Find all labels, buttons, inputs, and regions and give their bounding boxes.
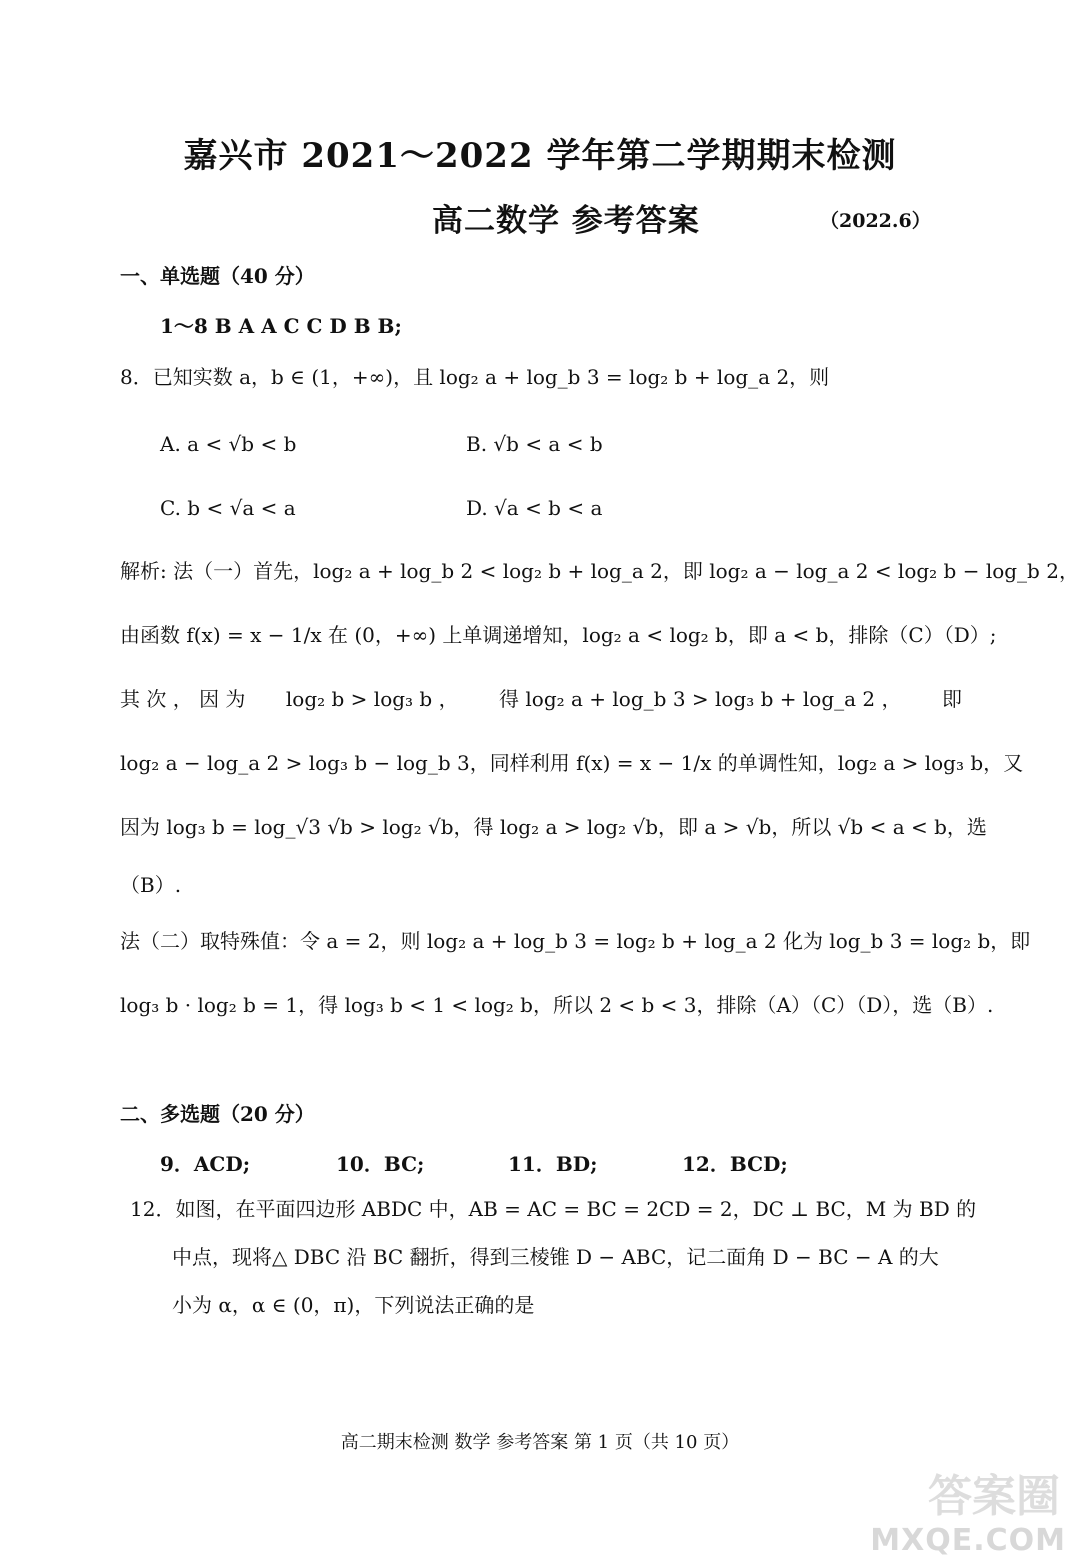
solution-line-3 [120,686,962,712]
solution-line-5: 因为 log₃ b = log_√3 √b > log₂ √b，得 log₂ a > log₂ √b，即 a > √b，所以 √b < a < b，选 [120,815,987,839]
document-date: （2022.6） [820,210,931,232]
document-title: 嘉兴市 2021～2022 学年第二学期期末检测 [183,136,897,176]
solution-line-6: （B）. [120,873,182,897]
answer-10: 10．BC; [336,1152,425,1176]
solution-line-3-part-d: 即 [941,687,962,711]
section1-answers: 1～8 B A A C C D B B; [160,314,402,338]
answer-12: 12．BCD; [682,1152,788,1176]
watermark-site: MXQE.COM [870,1523,1066,1558]
solution-line-3-part-b: log₂ b > log₃ b ， [285,687,459,711]
q12-line-3: 小为 α，α ∈ (0，π)，下列说法正确的是 [172,1293,535,1317]
q8-option-b: B. √b < a < b [466,432,603,456]
watermark [870,1468,1066,1558]
solution-line-8: log₃ b · log₂ b = 1，得 log₃ b < 1 < log₂ b，所以 2 < b < 3，排除（A）（C）（D），选（B）. [120,993,994,1017]
page-footer: 高二期末检测 数学 参考答案 第 1 页（共 10 页） [340,1432,740,1453]
q8-option-d: D. √a < b < a [466,496,603,520]
section1-heading: 一、单选题（40 分） [120,264,315,288]
q8-option-a: A. a < √b < b [160,432,297,456]
solution-line-4: log₂ a − log_a 2 > log₃ b − log_b 3，同样利用 f(x) = x − 1/x 的单调性知，log₂ a > log₃ b，又 [120,751,1024,775]
document-subtitle: 高二数学 参考答案 [432,203,700,239]
watermark-logo: 答案圈 [928,1471,1060,1522]
answer-11: 11．BD; [508,1152,598,1176]
answer-9: 9．ACD; [160,1152,251,1176]
solution-line-3-part-a: 其 次 ， 因 为 [120,687,246,711]
solution-line-3-part-c: 得 log₂ a + log_b 3 > log₃ b + log_a 2 ， [499,687,902,711]
solution-line-7: 法（二）取特殊值：令 a = 2，则 log₂ a + log_b 3 = log₂ b + log_a 2 化为 log_b 3 = log₂ b，即 [120,929,1031,953]
q12-line-1: 12．如图，在平面四边形 ABDC 中，AB = AC = BC = 2CD = 2，DC ⊥ BC，M 为 BD 的 [130,1197,977,1221]
q8-option-c: C. b < √a < a [160,496,296,520]
solution-line-1: 解析: 法（一）首先，log₂ a + log_b 2 < log₂ b + log_a 2，即 log₂ a − log_a 2 < log₂ b − log_b 2， [120,559,1079,583]
solution-line-2: 由函数 f(x) = x − 1/x 在 (0，+∞) 上单调递增知，log₂ a < log₂ b，即 a < b，排除（C）（D）; [120,623,997,647]
q8-stem: 8．已知实数 a，b ∈ (1，+∞)，且 log₂ a + log_b 3 = log₂ b + log_a 2，则 [120,365,830,389]
q12-line-2: 中点，现将△ DBC 沿 BC 翻折，得到三棱锥 D − ABC，记二面角 D − BC − A 的大 [172,1245,939,1269]
section2-heading: 二、多选题（20 分） [120,1102,315,1126]
